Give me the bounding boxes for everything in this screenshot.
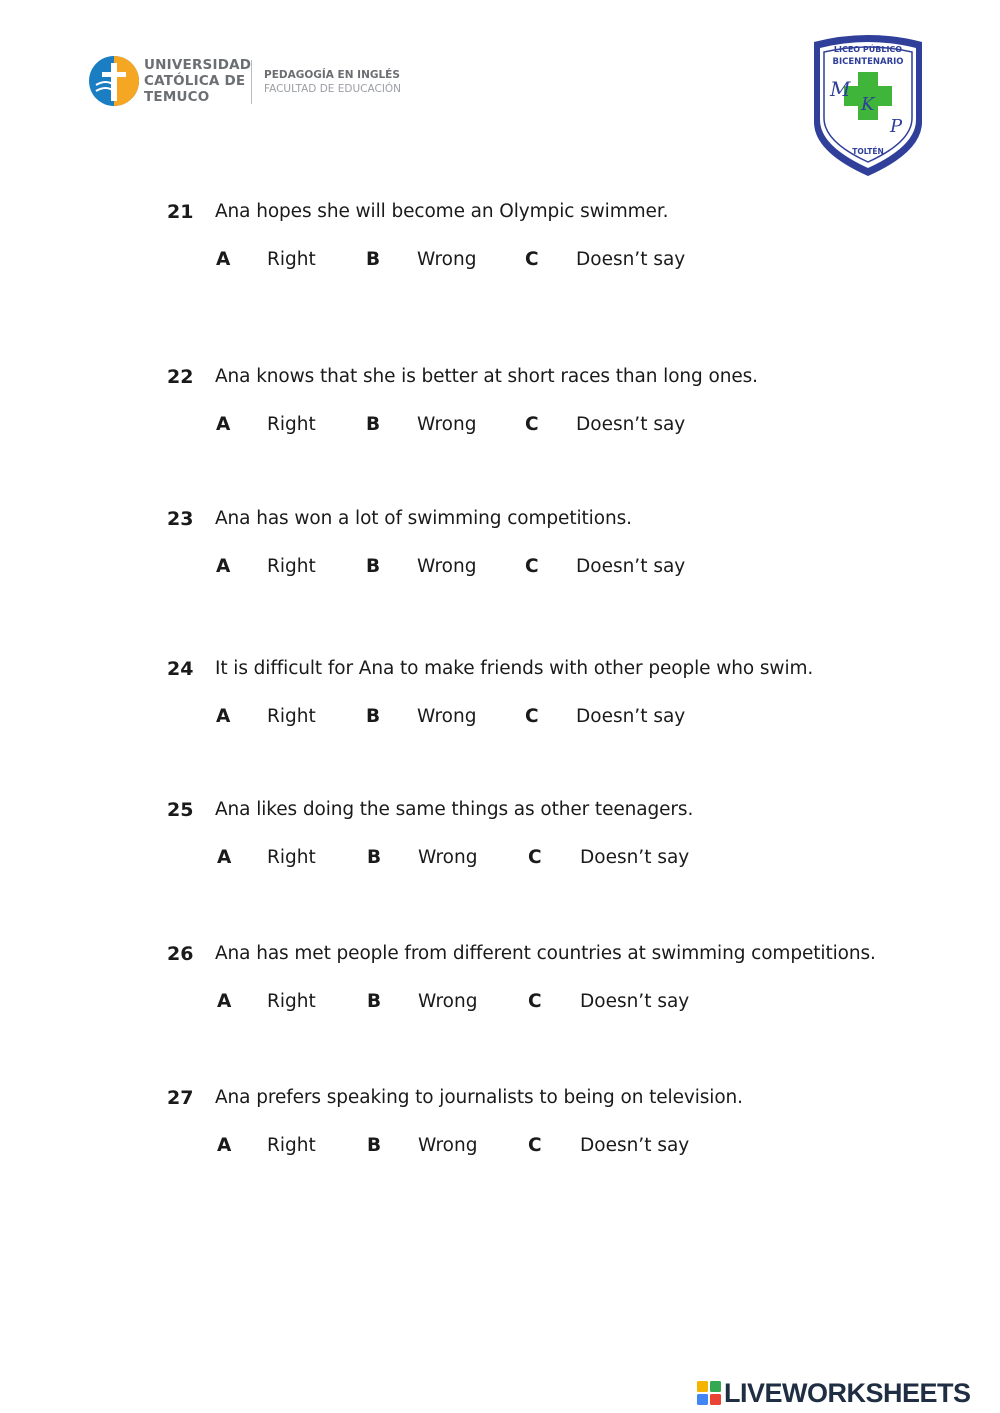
university-name-line1: UNIVERSIDAD [144, 57, 252, 73]
question-number: 22 [167, 366, 194, 388]
question-21 [167, 199, 947, 270]
option-right[interactable]: Right [267, 556, 316, 577]
question-number: 25 [167, 799, 194, 821]
answer-options [167, 845, 867, 873]
option-b-letter: B [367, 991, 382, 1012]
option-wrong[interactable]: Wrong [417, 556, 477, 577]
question-number: 21 [167, 201, 194, 223]
question-number: 24 [167, 658, 194, 680]
answer-options [167, 554, 867, 582]
answer-options [167, 989, 867, 1017]
option-wrong[interactable]: Wrong [417, 706, 477, 727]
question-number: 27 [167, 1087, 194, 1109]
option-right[interactable]: Right [267, 991, 316, 1012]
option-doesnt-say[interactable]: Doesn’t say [580, 1135, 690, 1156]
liveworksheets-squares-icon [697, 1381, 721, 1405]
question-26 [167, 941, 947, 1012]
option-doesnt-say[interactable]: Doesn’t say [580, 991, 690, 1012]
option-a-letter: A [217, 991, 232, 1012]
crest-town: TOLTÉN [852, 147, 884, 156]
option-c-letter: C [525, 249, 539, 270]
question-text: It is difficult for Ana to make friends with other people who swim. [215, 658, 814, 679]
question-text: Ana likes doing the same things as other teenagers. [215, 799, 694, 820]
option-right[interactable]: Right [267, 847, 316, 868]
option-b-letter: B [366, 414, 381, 435]
question-text: Ana knows that she is better at short races than long ones. [215, 366, 758, 387]
option-wrong[interactable]: Wrong [417, 414, 477, 435]
question-text: Ana has won a lot of swimming competitions. [215, 508, 632, 529]
option-c-letter: C [528, 847, 542, 868]
university-logo [88, 55, 418, 111]
option-a-letter: A [216, 556, 231, 577]
option-b-letter: B [367, 847, 382, 868]
crest-line2: BICENTENARIO [832, 57, 904, 67]
answer-options [167, 247, 867, 275]
crest-letter-m: M [830, 77, 851, 101]
question-23 [167, 506, 947, 577]
question-22 [167, 364, 947, 435]
option-wrong[interactable]: Wrong [418, 1135, 478, 1156]
logo-divider [251, 60, 252, 104]
option-wrong[interactable]: Wrong [417, 249, 477, 270]
option-doesnt-say[interactable]: Doesn’t say [580, 847, 690, 868]
option-a-letter: A [217, 1135, 232, 1156]
option-right[interactable]: Right [267, 706, 316, 727]
answer-options [167, 412, 867, 440]
option-doesnt-say[interactable]: Doesn’t say [576, 249, 686, 270]
crest-line1: LICEO PÚBLICO [833, 45, 903, 54]
option-b-letter: B [366, 249, 381, 270]
question-text: Ana has met people from different countries at swimming competitions. [215, 943, 876, 964]
option-c-letter: C [528, 991, 542, 1012]
option-right[interactable]: Right [267, 414, 316, 435]
option-c-letter: C [525, 706, 539, 727]
option-c-letter: C [528, 1135, 542, 1156]
option-a-letter: A [216, 249, 231, 270]
university-name-line3: TEMUCO [144, 89, 210, 105]
school-crest [808, 34, 928, 179]
option-b-letter: B [367, 1135, 382, 1156]
question-number: 23 [167, 508, 194, 530]
question-text: Ana prefers speaking to journalists to being on television. [215, 1087, 743, 1108]
university-name-line2: CATÓLICA DE [144, 73, 246, 89]
question-25 [167, 797, 947, 868]
question-number: 26 [167, 943, 194, 965]
crest-letter-k: K [861, 94, 875, 115]
option-a-letter: A [216, 706, 231, 727]
option-a-letter: A [216, 414, 231, 435]
option-b-letter: B [366, 556, 381, 577]
question-24 [167, 656, 947, 727]
faculty-name: FACULTAD DE EDUCACIÓN [264, 83, 402, 95]
option-doesnt-say[interactable]: Doesn’t say [576, 414, 686, 435]
question-27 [167, 1085, 947, 1156]
question-text: Ana hopes she will become an Olympic swimmer. [215, 201, 669, 222]
department-name: PEDAGOGÍA EN INGLÉS [264, 69, 400, 81]
answer-options [167, 1133, 867, 1161]
option-c-letter: C [525, 414, 539, 435]
option-c-letter: C [525, 556, 539, 577]
option-wrong[interactable]: Wrong [418, 991, 478, 1012]
option-b-letter: B [366, 706, 381, 727]
option-doesnt-say[interactable]: Doesn’t say [576, 556, 686, 577]
option-wrong[interactable]: Wrong [418, 847, 478, 868]
department-label [264, 68, 401, 96]
option-a-letter: A [217, 847, 232, 868]
answer-options [167, 704, 867, 732]
university-name [144, 57, 274, 105]
option-doesnt-say[interactable]: Doesn’t say [576, 706, 686, 727]
university-emblem-icon [88, 55, 140, 107]
option-right[interactable]: Right [267, 249, 316, 270]
liveworksheets-logo [697, 1378, 997, 1408]
option-right[interactable]: Right [267, 1135, 316, 1156]
liveworksheets-brand-text: LIVEWORKSHEETS [724, 1378, 971, 1408]
crest-letter-p: P [890, 116, 903, 137]
